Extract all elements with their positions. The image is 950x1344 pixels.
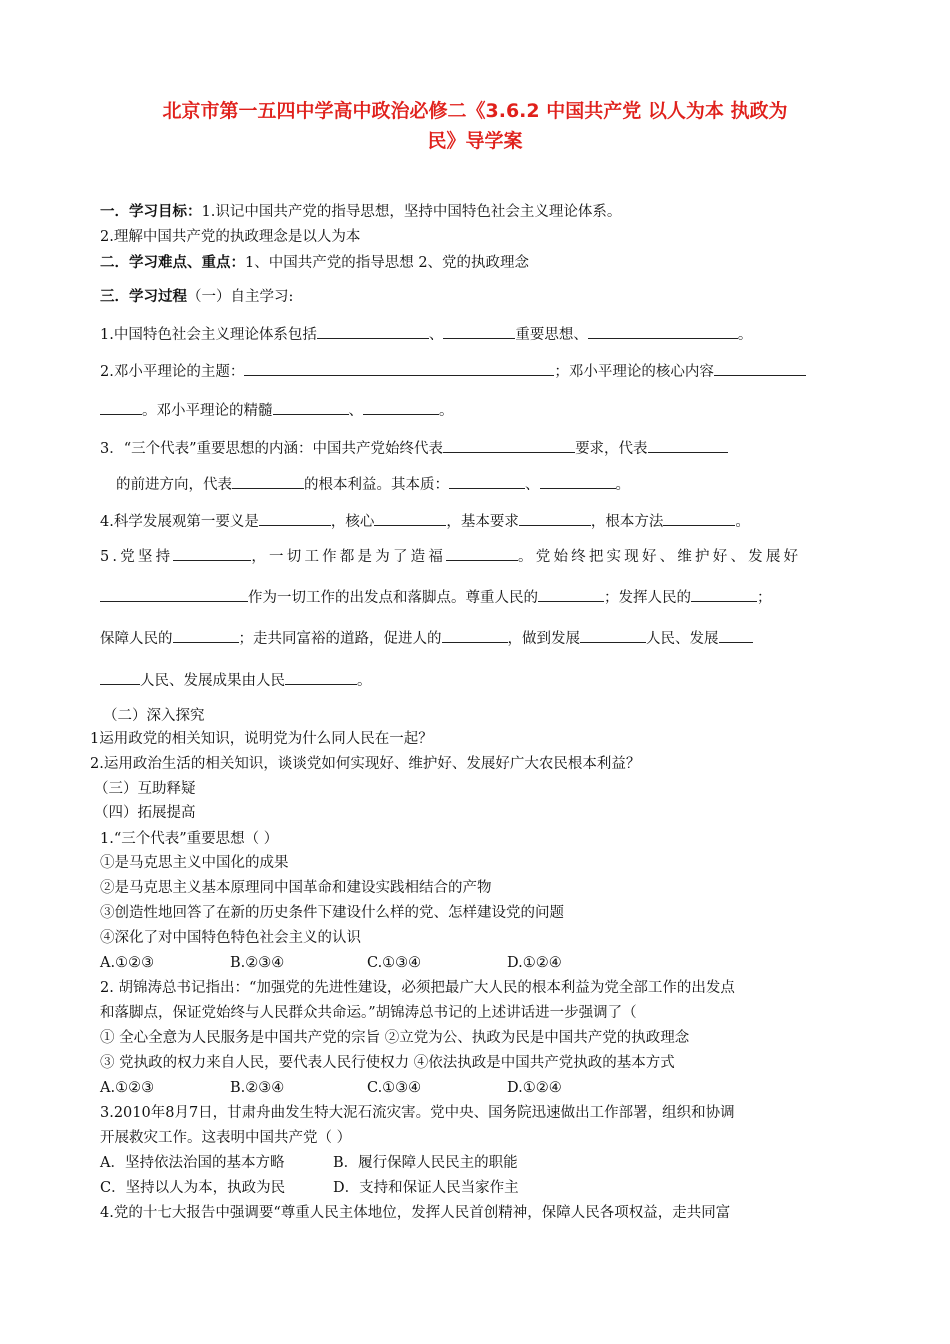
q3-text-e: 、 <box>525 477 540 493</box>
q4-text-e: 。 <box>735 514 750 530</box>
blank[interactable] <box>285 669 357 685</box>
blank[interactable] <box>100 586 248 602</box>
extend-heading: （四）拓展提高 <box>94 805 196 821</box>
q2-text-e: 。 <box>439 403 454 419</box>
blank[interactable] <box>719 627 753 643</box>
q3-text-a: 3．“三个代表”重要思想的内涵：中国共产党始终代表 <box>100 441 444 457</box>
q5-text-j: 人民、发展 <box>646 631 719 647</box>
q5-text-e: ；发挥人民的 <box>604 590 691 606</box>
mc2-option-b[interactable]: B.②③④ <box>230 1080 285 1096</box>
title-line-1: 北京市第一五四中学高中政治必修二《3.6.2 中国共产党 以人为本 执政为 <box>162 100 788 122</box>
objectives-label: 一．学习目标： <box>100 203 202 220</box>
blank[interactable] <box>446 545 518 561</box>
q2-text-b: ；邓小平理论的核心内容 <box>554 364 714 380</box>
q5-text-h: ；走共同富裕的道路，促进人的 <box>238 631 442 647</box>
question-5-line-1 <box>100 545 801 567</box>
blank[interactable] <box>714 360 806 376</box>
mc1-option-c[interactable]: C.①③④ <box>367 955 422 971</box>
mc2-option-a[interactable]: A.①②③ <box>100 1080 155 1096</box>
blank[interactable] <box>538 586 604 602</box>
blank[interactable] <box>540 473 616 489</box>
blank[interactable] <box>363 399 439 415</box>
process-line <box>100 287 293 307</box>
q5-text-i: ，做到发展 <box>507 631 580 647</box>
mc1-statement-3: ③创造性地回答了在新的历史条件下建设什么样的党、怎样建设党的问题 <box>100 905 564 921</box>
q4-text-b: ，核心 <box>330 514 375 530</box>
q4-text-a: 4.科学发展观第一要义是 <box>100 514 259 530</box>
mc3-stem-line-2: 开展救灾工作。这表明中国共产党（ ） <box>100 1130 352 1146</box>
blank[interactable] <box>519 510 591 526</box>
keypoints-label: 二．学习难点、重点： <box>100 254 245 271</box>
blank[interactable] <box>273 399 349 415</box>
q5-text-f: ； <box>757 590 772 606</box>
objectives-item-2: 2.理解中国共产党的执政理念是以人为本 <box>100 229 361 245</box>
mc3-option-d[interactable]: D．支持和保证人民当家作主 <box>333 1180 519 1196</box>
blank[interactable] <box>374 510 446 526</box>
mc3-stem-line-1: 3.2010年8月7日，甘肃舟曲发生特大泥石流灾害。党中央、国务院迅速做出工作部署，组织和协调 <box>100 1105 735 1121</box>
blank[interactable] <box>173 627 239 643</box>
blank[interactable] <box>442 627 508 643</box>
blank[interactable] <box>173 545 251 561</box>
mc3-option-b[interactable]: B．履行保障人民民主的职能 <box>333 1155 518 1171</box>
question-2-line-1 <box>100 360 806 382</box>
q2-text-d: 、 <box>348 403 363 419</box>
q1-text-a: 1.中国特色社会主义理论体系包括 <box>100 327 317 343</box>
blank[interactable] <box>317 323 429 339</box>
mc1-stem: 1.“三个代表”重要思想（ ） <box>100 831 279 847</box>
q5-text-k: 人民、发展成果由人民 <box>140 673 285 689</box>
mc1-statement-1: ①是马克思主义中国化的成果 <box>100 855 289 871</box>
explore-question-2: 2.运用政治生活的相关知识，谈谈党如何实现好、维护好、发展好广大农民根本利益？ <box>90 756 641 772</box>
mc1-option-d[interactable]: D.①②④ <box>507 955 562 971</box>
q2-text-a: 2.邓小平理论的主题： <box>100 364 245 380</box>
question-1 <box>100 323 752 345</box>
mc1-statement-4: ④深化了对中国特色特色社会主义的认识 <box>100 930 361 946</box>
explore-question-1: 1运用政党的相关知识，说明党为什么同人民在一起？ <box>90 731 433 747</box>
mc2-option-c[interactable]: C.①③④ <box>367 1080 422 1096</box>
mc1-statement-2: ②是马克思主义基本原理同中国革命和建设实践相结合的产物 <box>100 880 492 896</box>
q4-text-c: ，基本要求 <box>446 514 519 530</box>
keypoints-text: 1、中国共产党的指导思想 2、党的执政理念 <box>245 255 530 271</box>
keypoints-line <box>100 253 529 273</box>
mc2-statements-1-2: ① 全心全意为人民服务是中国共产党的宗旨 ②立党为公、执政为民是中国共产党的执政理念 <box>100 1030 690 1046</box>
blank[interactable] <box>443 323 515 339</box>
q5-text-g: 保障人民的 <box>100 631 173 647</box>
q2-text-c: 。邓小平理论的精髓 <box>142 403 273 419</box>
q5-text-b: ，一切工作都是为了造福 <box>251 549 447 565</box>
blank[interactable] <box>663 510 735 526</box>
mc1-option-a[interactable]: A.①②③ <box>100 955 155 971</box>
q3-text-d: 的根本利益。其本质： <box>304 477 449 493</box>
question-5-line-3 <box>100 627 753 649</box>
q5-text-a: 5.党坚持 <box>100 549 174 565</box>
blank[interactable] <box>232 473 304 489</box>
blank[interactable] <box>580 627 646 643</box>
mc2-stem-line-1: 2. 胡锦涛总书记指出：“加强党的先进性建设，必须把最广大人民的根本利益为党全部工作的出发点 <box>100 980 735 996</box>
objectives-item-1: 1.识记中国共产党的指导思想，坚持中国特色社会主义理论体系。 <box>201 204 622 220</box>
q5-text-l: 。 <box>357 673 372 689</box>
title-line-2: 民》导学案 <box>427 130 523 152</box>
q3-text-b: 要求，代表 <box>575 441 648 457</box>
mc3-option-a[interactable]: A．坚持依法治国的基本方略 <box>100 1155 285 1171</box>
q5-text-c: 。党始终把实现好、维护好、发展好 <box>518 549 802 565</box>
process-label: 三．学习过程 <box>100 288 187 305</box>
blank[interactable] <box>691 586 757 602</box>
mutual-heading: （三）互助释疑 <box>94 781 196 797</box>
mc4-stem-line-1: 4.党的十七大报告中强调要“尊重人民主体地位，发挥人民首创精神，保障人民各项权益，走共同富 <box>100 1205 731 1221</box>
mc2-statements-3-4: ③ 党执政的权力来自人民，要代表人民行使权力 ④依法执政是中国共产党执政的基本方式 <box>100 1055 675 1071</box>
blank[interactable] <box>259 510 331 526</box>
blank[interactable] <box>244 360 554 376</box>
objectives-line-1 <box>100 202 621 222</box>
q1-text-d: 。 <box>737 327 753 343</box>
question-5-line-2 <box>100 586 772 608</box>
question-3-line-2 <box>116 473 630 495</box>
question-5-line-4 <box>100 669 372 691</box>
explore-heading: （二）深入探究 <box>103 708 205 724</box>
q3-text-f: 。 <box>615 477 630 493</box>
mc2-option-d[interactable]: D.①②④ <box>507 1080 562 1096</box>
mc2-stem-line-2: 和落脚点，保证党始终与人民群众共命运。”胡锦涛总书记的上述讲话进一步强调了（ <box>100 1005 637 1021</box>
blank[interactable] <box>100 669 140 685</box>
mc1-option-b[interactable]: B.②③④ <box>230 955 285 971</box>
mc3-option-c[interactable]: C．坚持以人为本，执政为民 <box>100 1180 286 1196</box>
q1-text-b: 、 <box>428 327 444 343</box>
blank[interactable] <box>588 323 738 339</box>
question-3-line-1 <box>100 437 728 459</box>
q1-text-c: 重要思想、 <box>515 327 588 343</box>
q4-text-d: ，根本方法 <box>590 514 664 530</box>
blank[interactable] <box>443 437 575 453</box>
question-4 <box>100 510 750 532</box>
question-2-line-2 <box>100 399 454 421</box>
document-title <box>60 96 890 156</box>
process-sub: （一）自主学习: <box>187 289 294 305</box>
q3-text-c: 的前进方向，代表 <box>116 477 232 493</box>
blank[interactable] <box>449 473 525 489</box>
blank[interactable] <box>100 399 142 415</box>
q5-text-d: 作为一切工作的出发点和落脚点。尊重人民的 <box>248 590 538 606</box>
blank[interactable] <box>648 437 728 453</box>
